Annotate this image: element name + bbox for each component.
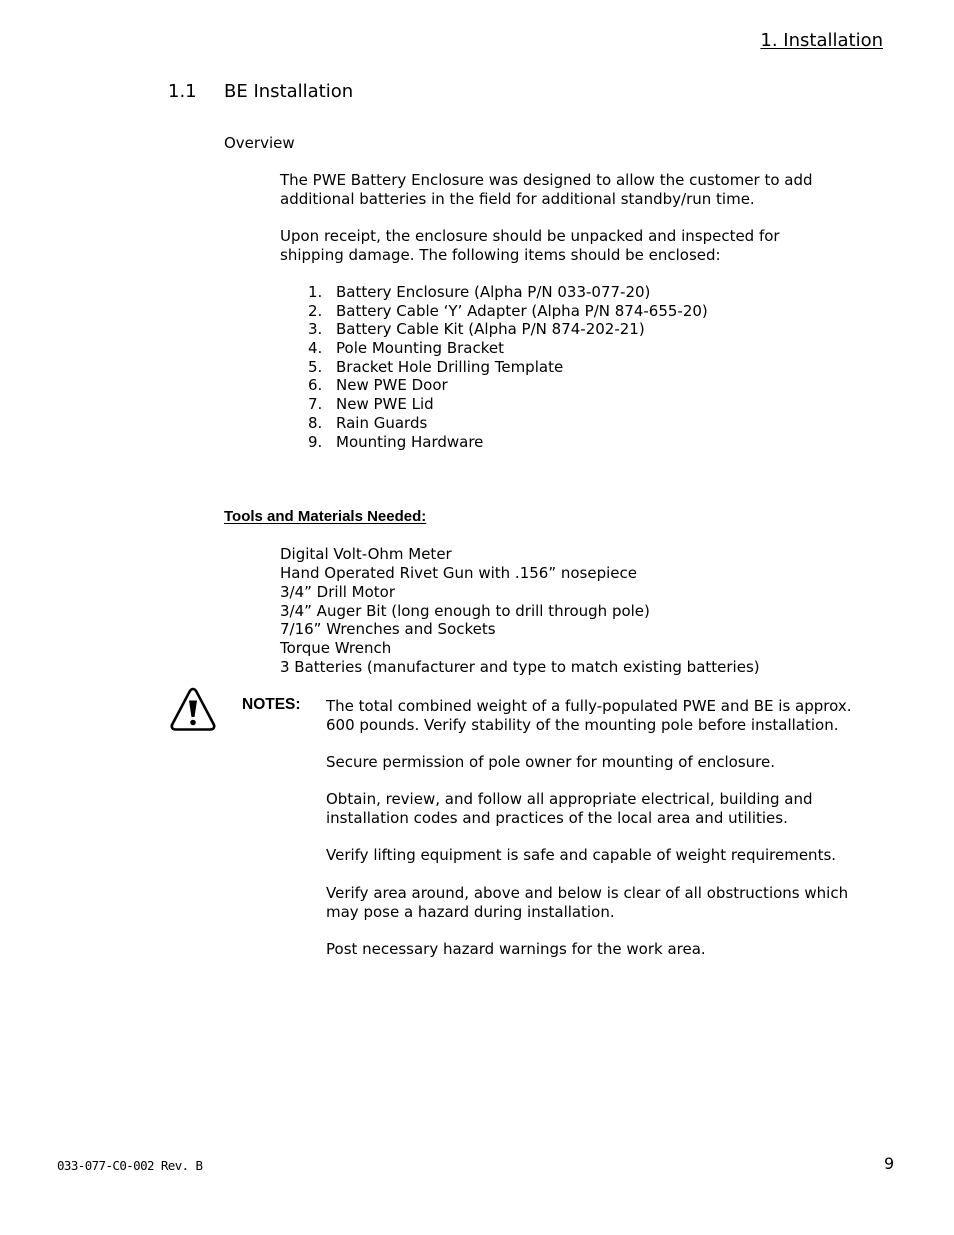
list-item [308, 433, 708, 452]
list-item-text: Mounting Hardware [336, 432, 484, 451]
tools-list [280, 545, 760, 677]
note-item: The total combined weight of a fully-populated PWE and BE is approx. 600 pounds. Verify stability of the mounting pole before installation. [326, 697, 852, 734]
list-item-text: Battery Cable ‘Y’ Adapter (Alpha P/N 874-655-20) [336, 301, 708, 320]
list-item-number: 5. [308, 357, 323, 376]
tool-item: Digital Volt-Ohm Meter [280, 545, 452, 563]
document-number: 033-077-C0-002 Rev. B [57, 1158, 203, 1173]
list-item-number: 6. [308, 376, 323, 395]
overview-heading: Overview [224, 134, 295, 152]
list-item-text: Rain Guards [336, 413, 428, 432]
list-item [308, 302, 708, 321]
list-item [308, 395, 708, 414]
list-item-text: Bracket Hole Drilling Template [336, 357, 564, 376]
list-item-number: 8. [308, 413, 323, 432]
list-item [308, 376, 708, 395]
tool-item: 3/4” Auger Bit (long enough to drill through pole) [280, 601, 650, 620]
list-item [308, 358, 708, 377]
enclosed-items-list [308, 283, 708, 451]
tool-item: Hand Operated Rivet Gun with .156” nosepiece [280, 563, 637, 582]
tool-item: Torque Wrench [280, 639, 392, 658]
warning-icon [169, 686, 217, 732]
list-item-number: 3. [308, 320, 323, 339]
section-number: 1.1 [168, 81, 197, 102]
tool-item: 7/16” Wrenches and Sockets [280, 620, 496, 639]
section-title: BE Installation [224, 81, 354, 102]
list-item-text: Pole Mounting Bracket [336, 339, 504, 358]
note-item: Obtain, review, and follow all appropriate electrical, building and installation codes and practices of the local area and utilities. [326, 790, 813, 828]
list-item [308, 414, 708, 433]
list-item-number: 9. [308, 432, 323, 451]
notes-label: NOTES: [242, 696, 301, 713]
list-item-number: 4. [308, 339, 323, 358]
list-item-text: New PWE Door [336, 376, 448, 395]
tools-heading: Tools and Materials Needed: [224, 508, 427, 525]
list-item-number: 1. [308, 283, 323, 301]
list-item [308, 283, 708, 302]
list-item-number: 2. [308, 301, 323, 320]
note-item: Post necessary hazard warnings for the work area. [326, 939, 706, 958]
list-item-text: Battery Enclosure (Alpha P/N 033-077-20) [336, 283, 651, 301]
receipt-paragraph: Upon receipt, the enclosure should be unpacked and inspected for shipping damage. The following items should be enclosed: [280, 227, 780, 264]
note-item: Secure permission of pole owner for mounting of enclosure. [326, 753, 775, 772]
tool-item: 3/4” Drill Motor [280, 582, 396, 601]
list-item-text: New PWE Lid [336, 395, 434, 414]
note-item: Verify lifting equipment is safe and capable of weight requirements. [326, 846, 837, 865]
tool-item: 3 Batteries (manufacturer and type to match existing batteries) [280, 658, 760, 677]
chapter-header: 1. Installation [760, 30, 883, 51]
notes-list [326, 697, 861, 977]
overview-paragraph: The PWE Battery Enclosure was designed to allow the customer to add additional batteries in the field for additional standby/run time. [280, 171, 813, 208]
page-number: 9 [884, 1154, 895, 1173]
list-item [308, 339, 708, 358]
list-item-text: Battery Cable Kit (Alpha P/N 874-202-21) [336, 320, 645, 339]
note-item: Verify area around, above and below is clear of all obstructions which may pose a hazard during installation. [326, 883, 849, 921]
list-item [308, 320, 708, 339]
list-item-number: 7. [308, 395, 323, 414]
